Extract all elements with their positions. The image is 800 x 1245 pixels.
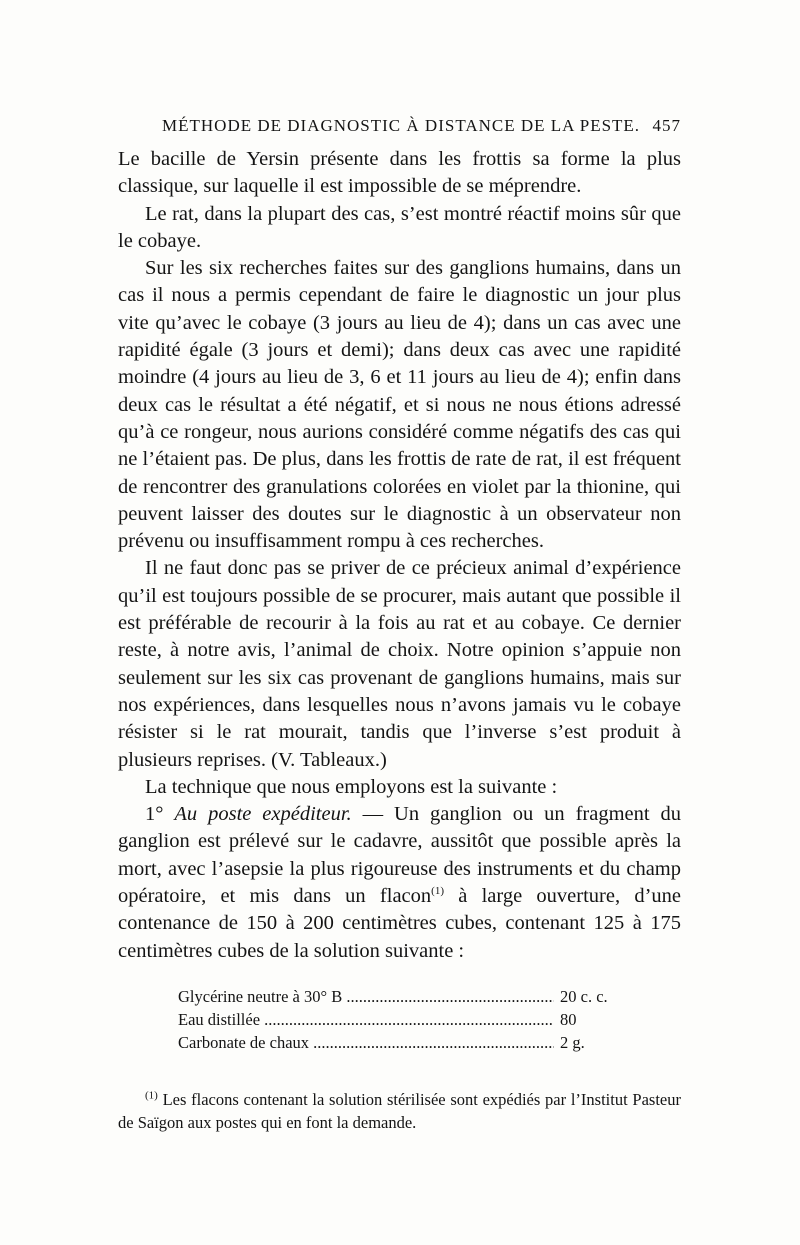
ingredient-label: Glycérine neutre à 30° B ..... (178, 985, 554, 1008)
ingredient-label: Carbonate de chaux ..... (178, 1031, 554, 1054)
ingredient-amount: 2 g. (560, 1032, 585, 1052)
item-number: 1° (145, 803, 175, 826)
paragraph: Le rat, dans la plupart des cas, s’est montré réactif moins sûr que le cobaye. (118, 202, 681, 252)
page (118, 116, 681, 1134)
running-title: MÉTHODE DE DIAGNOSTIC À DISTANCE DE LA PESTE. (162, 116, 641, 135)
solution-table (178, 985, 618, 1054)
paragraph: Sur les six recherches faites sur des ganglions humains, dans un cas il nous a permis cependant de faire le diagnostic un jour plus vite qu’avec le cobaye (3 jours au lieu de 4); dans un cas avec une rapidité égale (3 jours et demi); dans deux cas avec une rapidité moindre (4 jours au lieu de 3, 6 et 11 jours au lieu de 4); enfin dans deux cas le résultat a été négatif, et si nous ne nous étions adressé qu’à ce rongeur, nous aurions considéré comme négatifs des cas qui ne l’étaient pas. De plus, dans les frottis de rate de rat, il est fréquent de rencontrer des granulations colorées en violet par la thionine, qui peuvent laisser des doutes sur le diagnostic à un observateur non prévenu ou insuffisamment rompu à ces recherches. (118, 257, 681, 553)
page-number: 457 (652, 116, 681, 135)
running-header (118, 116, 681, 146)
ingredient-label: Eau distillée ..... (178, 1008, 554, 1031)
footnote (118, 1088, 681, 1134)
table-row (178, 1031, 618, 1054)
body-text (118, 146, 681, 965)
section-heading: Au poste expéditeur. (174, 803, 352, 826)
paragraph: Le bacille de Yersin présente dans les frottis sa forme la plus classique, sur laquelle il est impossible de se méprendre. (118, 148, 681, 198)
ingredient-amount: 20 c. c. (560, 986, 608, 1006)
paragraph-text: — Un ganglion ou un fragment du ganglion est prélevé sur le cadavre, aussitôt que possible après la mort, avec l’asepsie la plus rigoureuse des instruments et du champ opératoire, et mis dans un flacon (118, 803, 681, 908)
paragraph: La technique que nous employons est la suivante : (145, 775, 558, 798)
ingredient-amount: 80 (560, 1009, 577, 1029)
table-row (178, 1008, 618, 1031)
paragraph-technique (118, 801, 681, 965)
footnote-marker: (1) (145, 1089, 158, 1102)
footnote-ref[interactable]: (1) (431, 885, 444, 898)
paragraph-text: à large ouverture, d’une contenance de 150 à 200 centimètres cubes, contenant 125 à 175 centimètres cubes de la solution suivante : (118, 885, 682, 962)
paragraph: Il ne faut donc pas se priver de ce précieux animal d’expérience qu’il est toujours possible de se procurer, mais autant que possible il est préférable de recourir à la fois au rat et au cobaye. Ce dernier reste, à notre avis, l’animal de choix. Notre opinion s’appuie non seulement sur les six cas provenant de ganglions humains, mais sur nos expériences, dans lesquelles nous n’avons jamais vu le cobaye résister si le rat mourait, tandis que l’inverse s’est produit à plusieurs reprises. (V. Tableaux.) (118, 557, 681, 771)
table-row (178, 985, 618, 1008)
footnote-text: Les flacons contenant la solution stérilisée sont expédiés par l’Institut Pasteur de Saïgon aux postes qui en font la demande. (118, 1089, 681, 1132)
